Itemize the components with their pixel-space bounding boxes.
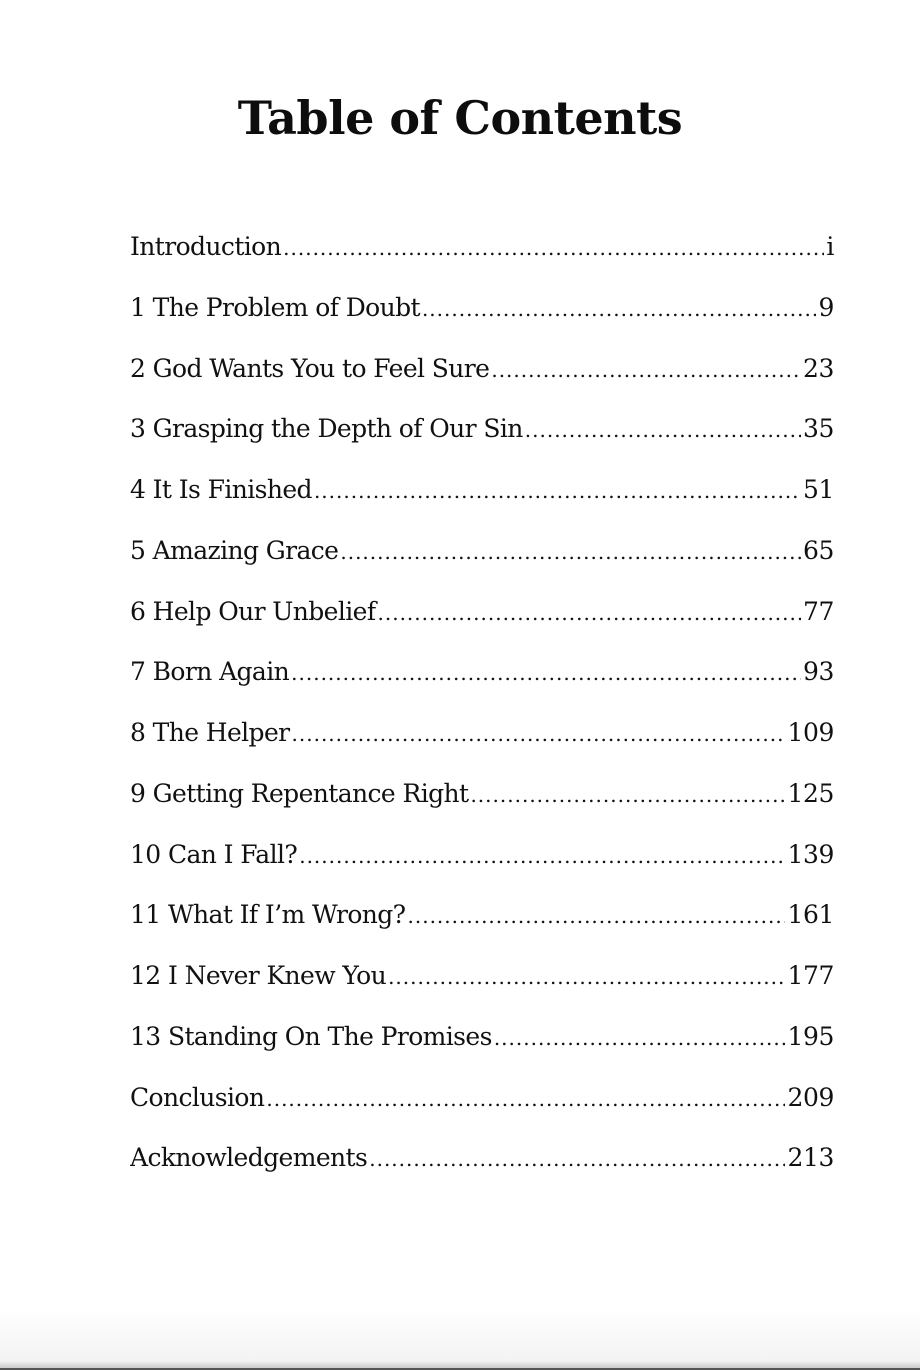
toc-entry-page: 51 <box>802 475 834 504</box>
dot-leader <box>291 650 801 696</box>
toc-entry-title: 7 Born Again <box>130 657 290 687</box>
toc-entry-title: Conclusion <box>130 1082 265 1112</box>
toc-entry <box>130 1075 834 1136</box>
toc-entry-page: 9 <box>818 292 834 322</box>
dot-leader <box>494 1015 786 1061</box>
dot-leader <box>422 286 817 332</box>
dot-leader <box>388 954 785 1000</box>
dot-leader <box>378 590 801 636</box>
toc-entry-page: 125 <box>787 778 834 808</box>
toc-entry-title: 13 Standing On The Promises <box>130 1021 492 1051</box>
toc-entry <box>130 1014 834 1075</box>
toc-entry-title: 1 The Problem of Doubt <box>130 292 420 322</box>
page-bottom-shadow <box>0 1310 920 1370</box>
toc-entry <box>130 589 834 650</box>
toc-entry-page: 23 <box>802 353 834 383</box>
toc-entry-title: 10 Can I Fall? <box>130 839 298 869</box>
toc-entry <box>130 1135 834 1196</box>
toc-entry-page: i <box>826 232 834 261</box>
dot-leader <box>491 347 801 393</box>
toc-entry-page: 177 <box>787 961 834 990</box>
dot-leader <box>369 1136 785 1182</box>
page-title: Table of Contents <box>237 91 683 145</box>
dot-leader <box>283 225 824 271</box>
dot-leader <box>470 772 785 818</box>
toc-entry-title: 4 It Is Finished <box>130 475 312 504</box>
toc-entry-title: 3 Grasping the Depth of Our Sin <box>130 414 523 444</box>
toc-entry-page: 77 <box>802 596 834 626</box>
dot-leader <box>292 711 786 757</box>
toc-entry-page: 195 <box>787 1021 834 1051</box>
toc-entry-title: 9 Getting Repentance Right <box>130 778 469 808</box>
toc-entry <box>130 892 834 953</box>
toc-entry <box>130 406 834 467</box>
toc-entry <box>130 224 834 285</box>
toc-entry-title: 6 Help Our Unbelief <box>130 596 376 626</box>
table-of-contents <box>130 224 834 1196</box>
toc-entry <box>130 285 834 346</box>
toc-entry-page: 161 <box>787 900 834 930</box>
toc-entry-page: 93 <box>802 657 834 687</box>
toc-entry <box>130 953 834 1014</box>
toc-entry <box>130 649 834 710</box>
toc-entry <box>130 771 834 832</box>
toc-entry-title: 8 The Helper <box>130 718 290 747</box>
toc-entry-title: Introduction <box>130 232 282 261</box>
toc-entry-title: 5 Amazing Grace <box>130 535 339 565</box>
toc-entry <box>130 346 834 407</box>
dot-leader <box>340 529 801 575</box>
toc-entry-title: Acknowledgements <box>130 1143 368 1173</box>
dot-leader <box>525 407 801 453</box>
toc-entry <box>130 467 834 528</box>
dot-leader <box>299 833 785 879</box>
dot-leader <box>408 893 786 939</box>
toc-entry-page: 209 <box>787 1082 834 1112</box>
dot-leader <box>266 1076 785 1122</box>
toc-entry <box>130 528 834 589</box>
dot-leader <box>314 468 801 514</box>
toc-entry-title: 12 I Never Knew You <box>130 961 387 990</box>
toc-entry-page: 35 <box>802 414 834 444</box>
toc-entry-page: 109 <box>787 718 834 747</box>
toc-entry-title: 2 God Wants You to Feel Sure <box>130 353 490 383</box>
toc-entry-page: 65 <box>802 535 834 565</box>
toc-entry-page: 213 <box>787 1143 834 1173</box>
toc-entry-page: 139 <box>787 839 834 869</box>
toc-entry <box>130 710 834 771</box>
toc-entry <box>130 832 834 893</box>
toc-entry-title: 11 What If I’m Wrong? <box>130 900 406 930</box>
